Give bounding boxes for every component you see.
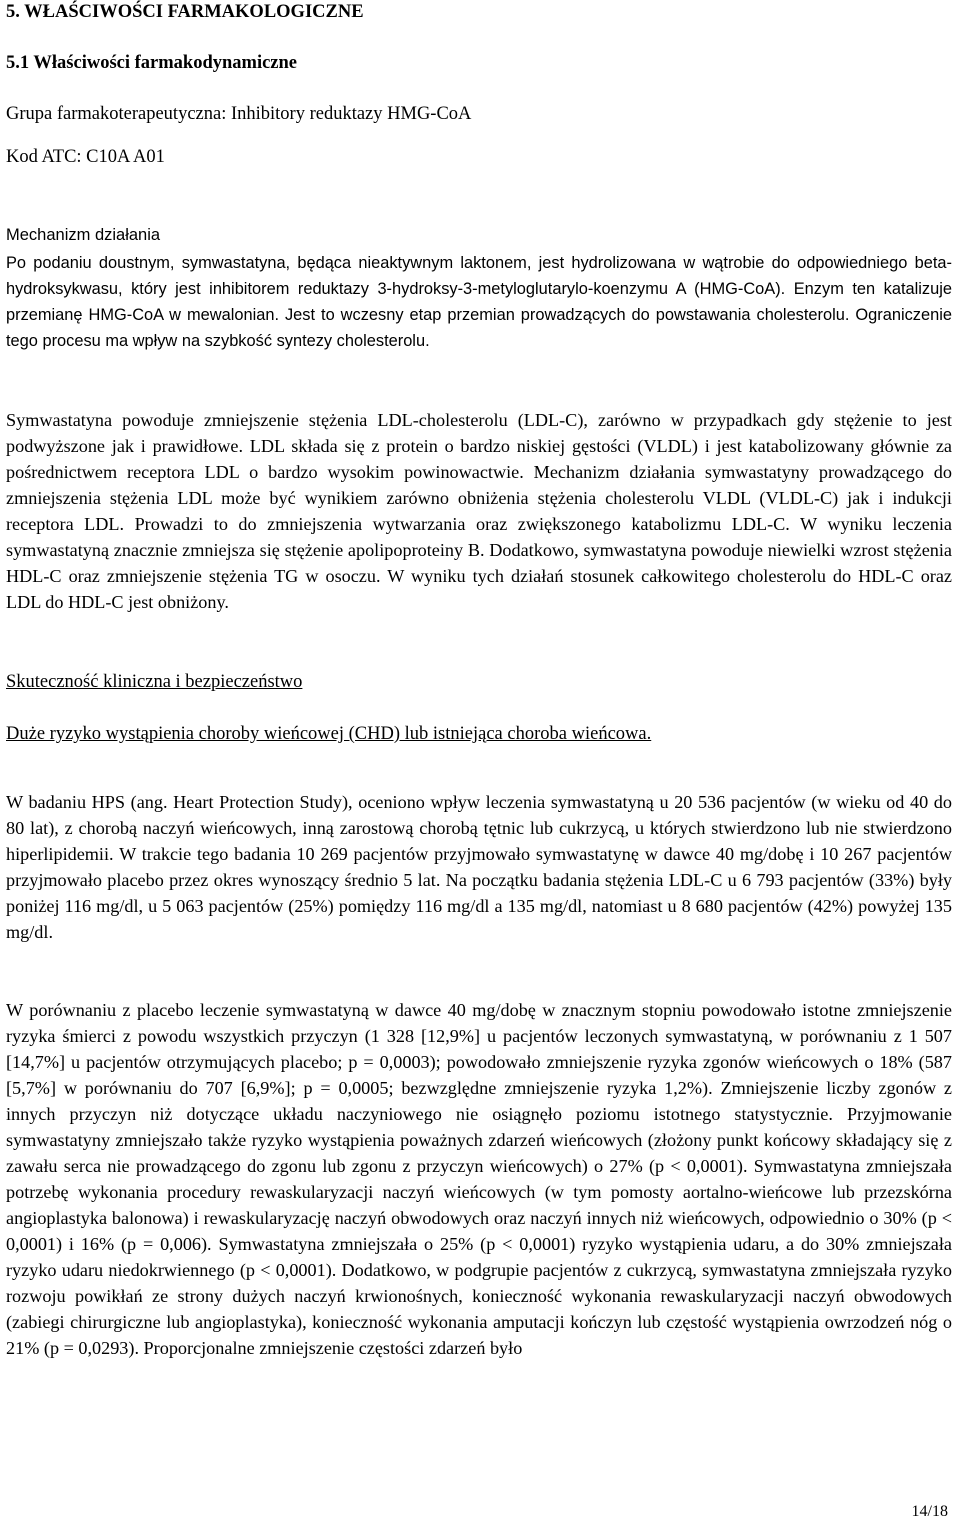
atc-code: Kod ATC: C10A A01	[6, 147, 165, 167]
comparison-paragraph: W porównaniu z placebo leczenie symwastatyną w dawce 40 mg/dobę w znacznym stopniu powodowało istotne zmniejszenie ryzyka śmierci z powodu wszystkich przyczyn (1 328 [12,9%] u pacjentów leczonych symwastatyną, w porównaniu z 1 507 [14,7%] u pacjentów otrzymujących placebo; p = 0,0003); powodowało zmniejszenie ryzyka zgonów wieńcowych o 18% (587 [5,7%] w porównaniu do 707 [6,9%]; p = 0,0005; bezwzględne zmniejszenie ryzyka 1,2%). Zmniejszenie liczby zgonów z innych przyczyn niż dotyczące układu naczyniowego nie osiągnęło poziomu istotnego statystycznie. Przyjmowanie symwastatyny zmniejszało także ryzyko wystąpienia poważnych zdarzeń wieńcowych (złożony punkt końcowy składający się z zawału serca nie prowadzącego do zgonu lub zgonu z przyczyn wieńcowych) o 27% (p < 0,0001). Symwastatyna zmniejszała potrzebę wykonania procedury rewaskularyzacji naczyń wieńcowych (w tym pomosty aortalno-wieńcowe lub przezskórna angioplastyka balonowa) i rewaskularyzację naczyń obwodowych oraz naczyń innych niż wieńcowych, odpowiednio o 30% (p < 0,0001) i 16% (p = 0,006). Symwastatyna zmniejszała o 25% (p < 0,0001) ryzyko wystąpienia udaru, a do 30% zmniejszała ryzyko udaru niedokrwiennego (p < 0,0001). Dodatkowo, w podgrupie pacjentów z cukrzycą, symwastatyna zmniejszała ryzyko rozwoju powikłań ze strony dużych naczyń krwionośnych, konieczność wykonania rewaskularyzacji naczyń obwodowych (zabiegi chirurgiczne lub angioplastyka), konieczność wykonania amputacji kończyn lub częstość wystąpienia owrzodzeń nóg o 21% (p = 0,0293). Proporcjonalne zmniejszenie częstości zdarzeń było	[6, 1000, 952, 1358]
mechanism-title: Mechanizm działania	[6, 226, 161, 244]
hps-paragraph: W badaniu HPS (ang. Heart Protection Study), oceniono wpływ leczenia symwastatyną u 20 536 pacjentów (w wieku od 40 do 80 lat), z chorobą naczyń wieńcowych, inną zarostową chorobą tętnic lub cukrzycą, u których stwierdzono lub nie stwierdzono hiperlipidemii. W trakcie tego badania 10 269 pacjentów przyjmowało symwastatynę w dawce 40 mg/dobę i 10 267 pacjentów przyjmowało placebo przez okres wynoszący średnio 5 lat. Na początku badania stężenia LDL-C u 6 793 pacjentów (33%) były poniżej 116 mg/dl, u 5 063 pacjentów (25%) pomiędzy 116 mg/dl a 135 mg/dl, natomiast u 8 680 pacjentów (42%) powyżej 135 mg/dl.	[6, 792, 952, 942]
efficacy-heading: Skuteczność kliniczna i bezpieczeństwo	[6, 672, 303, 692]
subsection-heading: 5.1 Właściwości farmakodynamiczne	[6, 53, 298, 73]
ldl-paragraph: Symwastatyna powoduje zmniejszenie stężenia LDL-cholesterolu (LDL-C), zarówno w przypadkach gdy stężenie to jest podwyższone jak i prawidłowe. LDL składa się z protein o bardzo niskiej gęstości (VLDL) i jest katabolizowany głównie za pośrednictwem receptora LDL o bardzo wysokim powinowactwie. Mechanizm działania symwastatyny prowadzącego do zmniejszenia stężenia LDL może być wynikiem zarówno obniżenia stężenia cholesterolu VLDL (VLDL-C) jak i indukcji receptora LDL. Prowadzi to do zmniejszenia wytwarzania oraz zwiększonego katabolizmu LDL-C. W wyniku leczenia symwastatyną znacznie zmniejsza się stężenie apolipoproteiny B. Dodatkowo, symwastatyna powoduje niewielki wzrost stężenia HDL-C oraz zmniejszenie stężenia TG w osoczu. W wyniku tych działań stosunek całkowitego cholesterolu do HDL-C oraz LDL do HDL-C jest obniżony.	[6, 410, 952, 612]
section-heading: 5. WŁAŚCIWOŚCI FARMAKOLOGICZNE	[6, 2, 364, 22]
page-number: 14/18	[911, 1503, 948, 1520]
efficacy-subheading: Duże ryzyko wystąpienia choroby wieńcowej (CHD) lub istniejąca choroba wieńcowa.	[6, 724, 652, 744]
mechanism-paragraph: Po podaniu doustnym, symwastatyna, będąca nieaktywnym laktonem, jest hydrolizowana w wątrobie do odpowiedniego beta-hydroksykwasu, który jest inhibitorem reduktazy 3-hydroksy-3-metyloglutarylo-koenzymu A (HMG-CoA). Enzym ten katalizuje przemianę HMG-CoA w mewalonian. Jest to wczesny etap przemian prowadzących do powstawania cholesterolu. Ograniczenie tego procesu ma wpływ na szybkość syntezy cholesterolu.	[6, 254, 952, 350]
pharmacotherapeutic-group: Grupa farmakoterapeutyczna: Inhibitory reduktazy HMG-CoA	[6, 104, 472, 124]
